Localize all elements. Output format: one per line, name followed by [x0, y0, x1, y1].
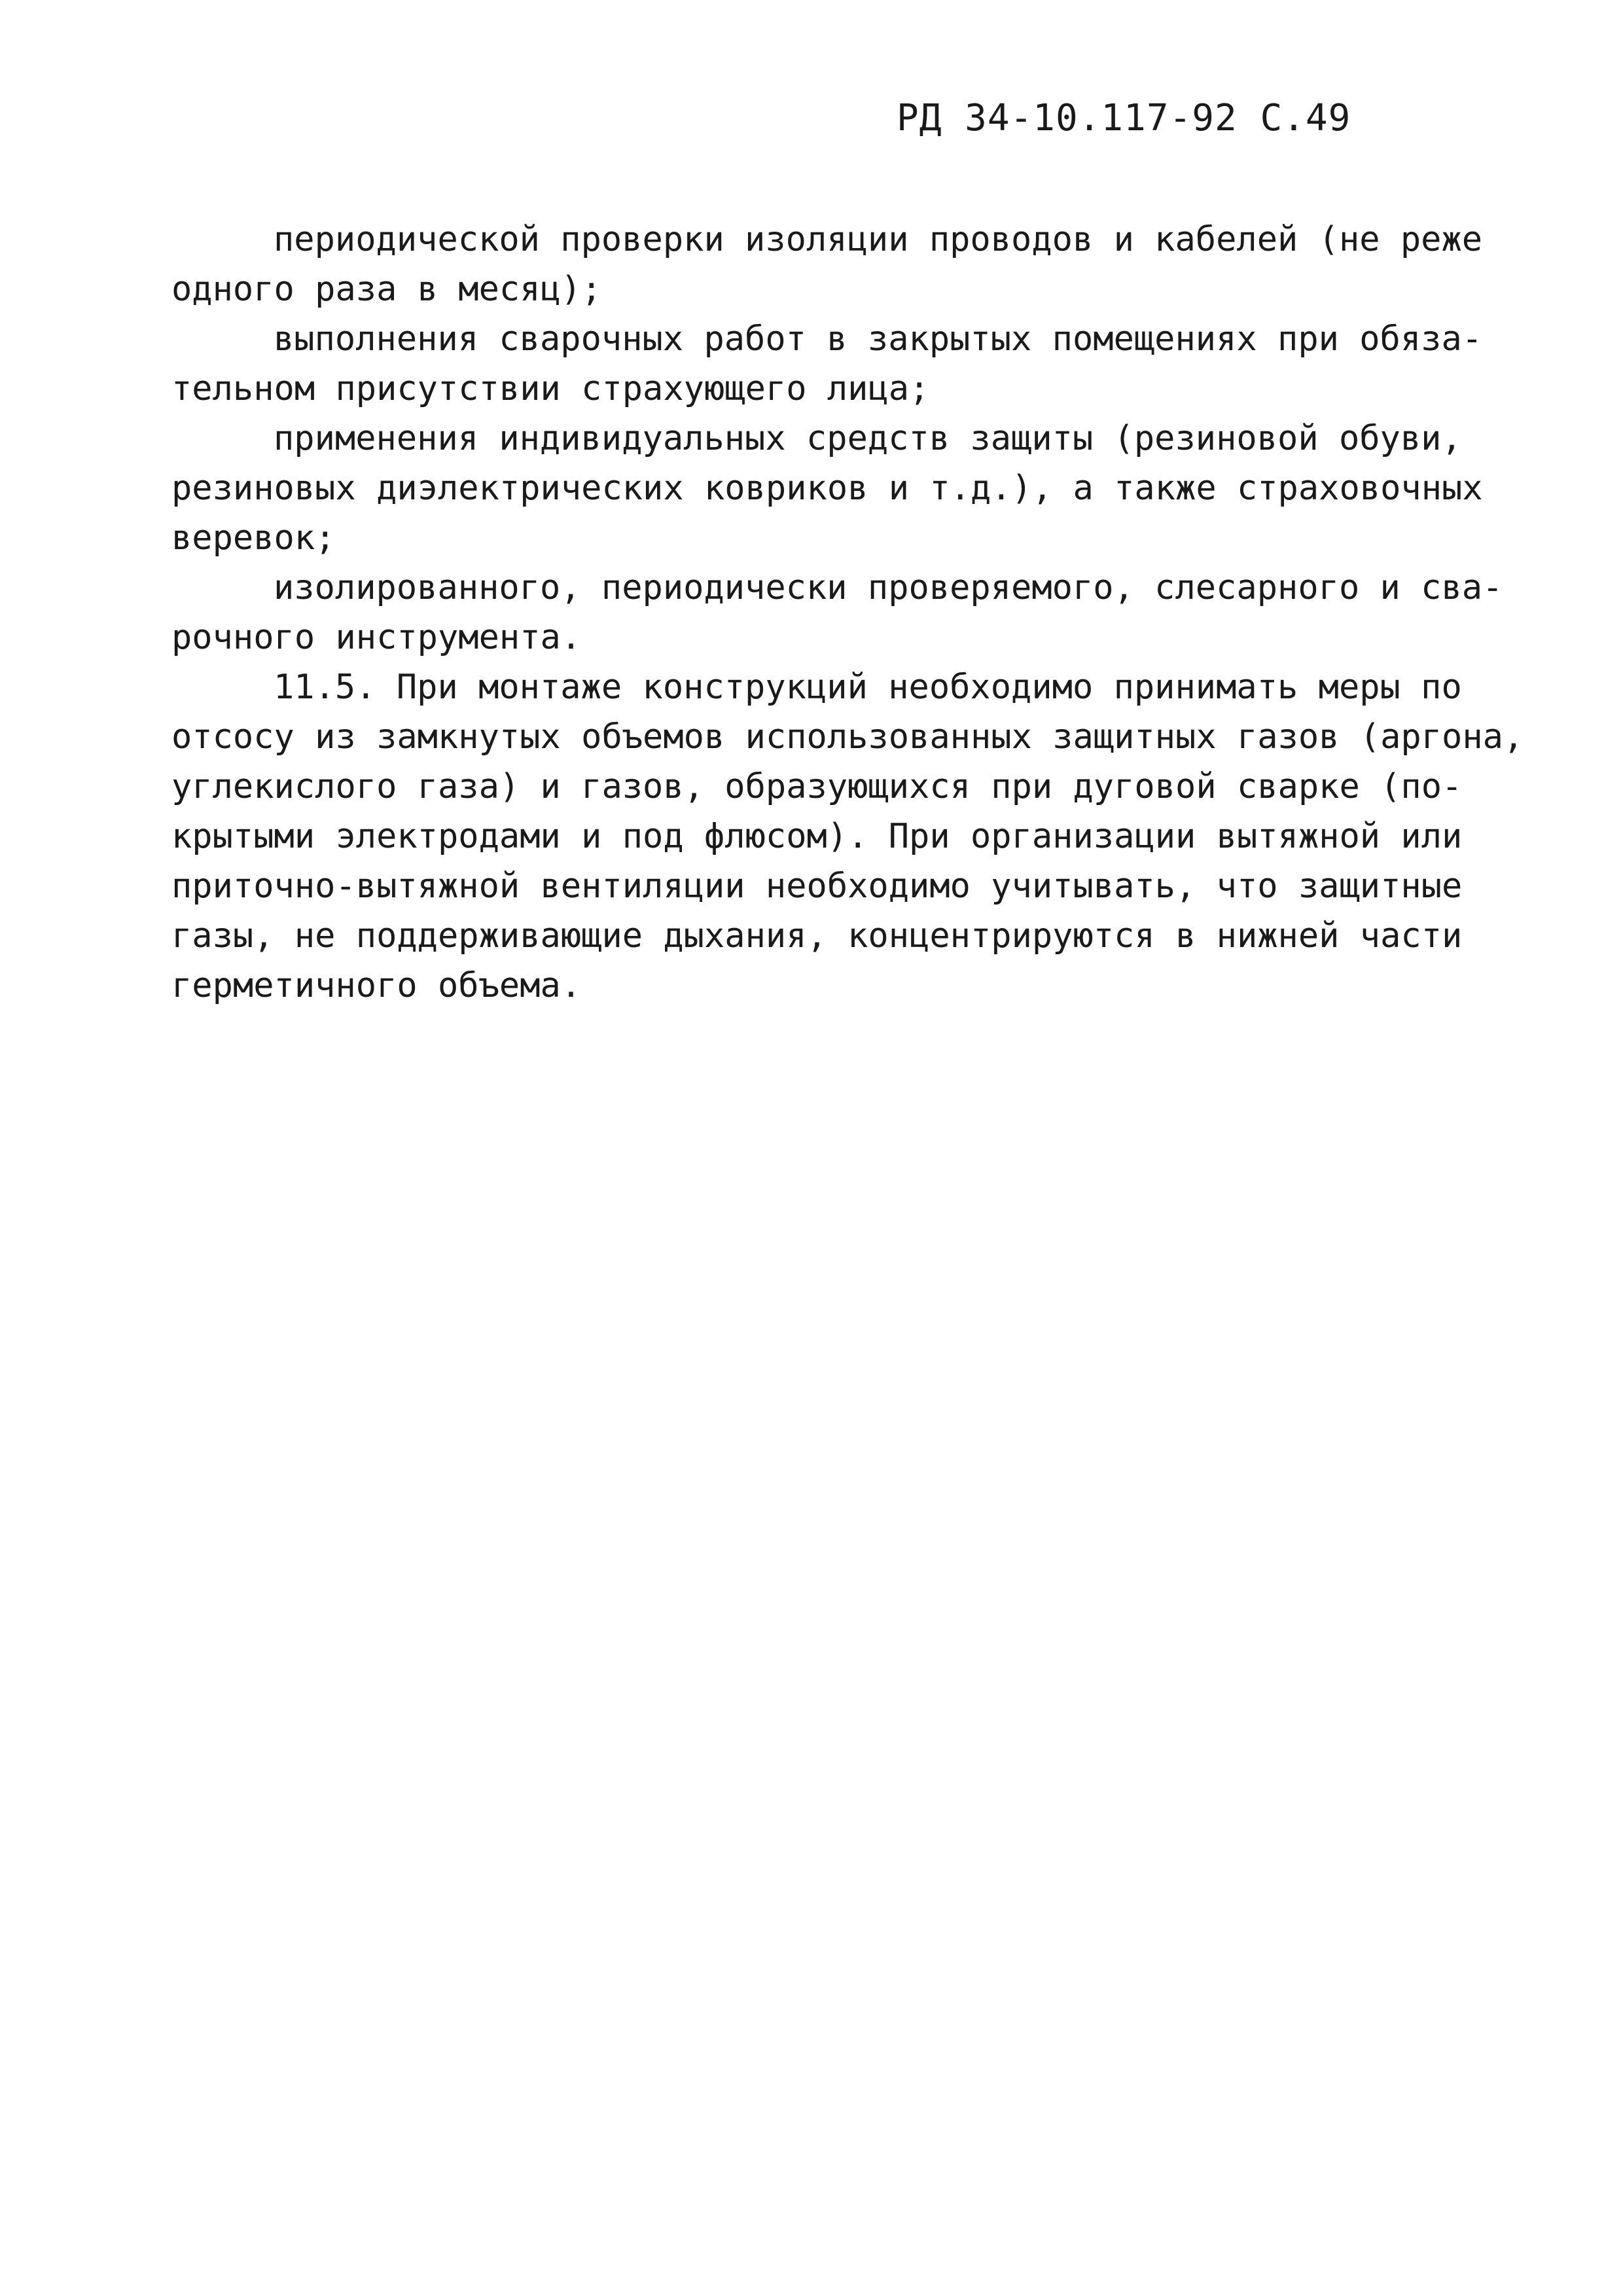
text-line: выполнения сварочных работ в закрытых помещениях при обяза- [274, 319, 1483, 359]
text-line: резиновых диэлектрических ковриков и т.д.), а также страховочных [171, 469, 1483, 508]
text-line: тельном присутствии страхующего лица; [171, 369, 930, 408]
document-header-code: РД 34-10.117-92 С.49 [897, 97, 1351, 139]
text-line: герметичного объема. [171, 966, 582, 1005]
text-line: веревок; [171, 518, 336, 558]
text-line: периодической проверки изоляции проводов и кабелей (не реже [274, 220, 1483, 259]
text-line: газы, не поддерживающие дыхания, концентрируются в нижней части [171, 916, 1463, 956]
document-body [171, 215, 1524, 1011]
text-line: приточно-вытяжной вентиляции необходимо учитывать, что защитные [171, 867, 1463, 906]
text-line: одного раза в месяц); [171, 270, 602, 309]
text-line: применения индивидуальных средств защиты (резиновой обуви, [274, 419, 1462, 458]
text-line: изолированного, периодически проверяемого, слесарного и сва- [274, 568, 1503, 607]
text-line: углекислого газа) и газов, образующихся при дуговой сварке (по- [171, 767, 1463, 806]
text-line: отсосу из замкнутых объемов использованных защитных газов (аргона, [171, 717, 1524, 757]
text-line: рочного инструмента. [171, 618, 582, 657]
text-line: крытыми электродами и под флюсом). При организации вытяжной или [171, 817, 1463, 856]
text-line: 11.5. При монтаже конструкций необходимо принимать меры по [274, 668, 1462, 707]
